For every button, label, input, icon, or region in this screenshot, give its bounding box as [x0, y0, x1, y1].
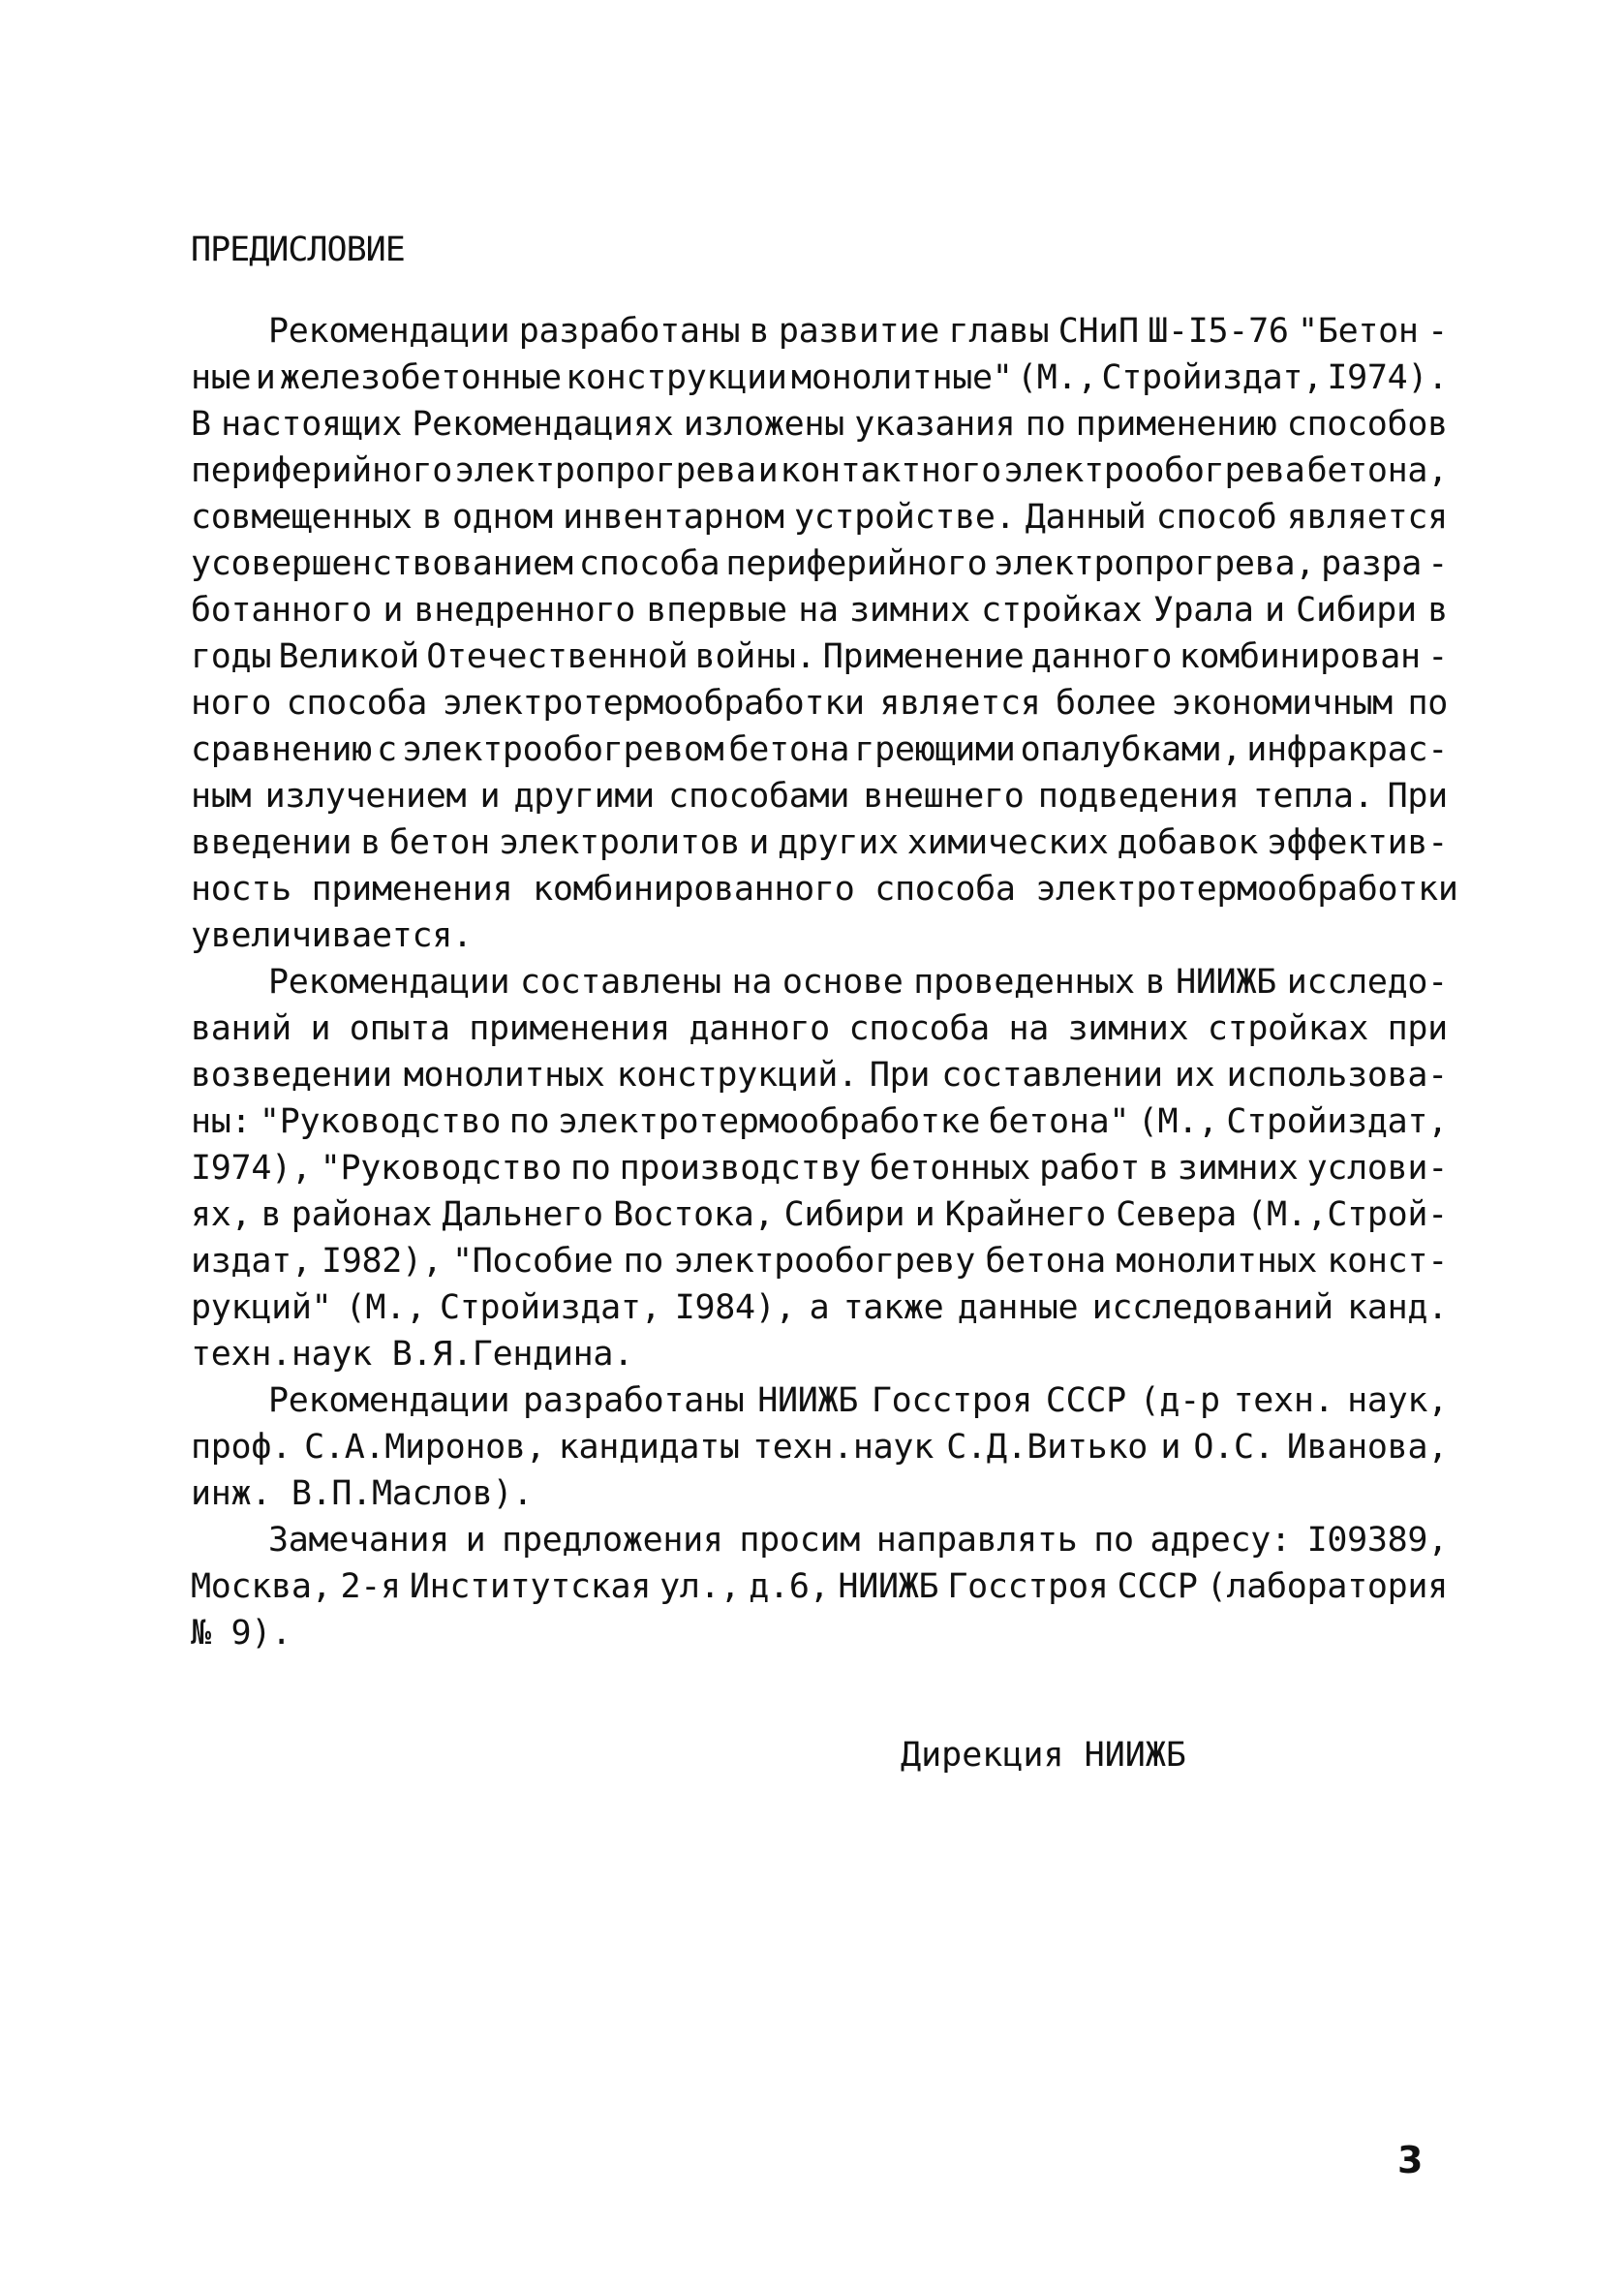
- text-word: рукций": [191, 1288, 332, 1327]
- text-word: (лаборатория: [1206, 1567, 1448, 1606]
- text-word: Дальнего: [442, 1195, 603, 1234]
- text-word: изложены: [683, 405, 844, 444]
- text-word: их: [1174, 1056, 1215, 1095]
- text-word: предложения: [502, 1521, 723, 1560]
- text-word: в: [360, 823, 382, 862]
- text-word: стройках: [981, 591, 1143, 630]
- text-line: [191, 1052, 1448, 1098]
- text-word: возведении: [191, 1056, 392, 1095]
- text-word: ул.,: [659, 1567, 741, 1606]
- text-word: техн.наук: [752, 1428, 934, 1467]
- text-line: [191, 726, 1448, 773]
- text-word: бетонных: [869, 1149, 1031, 1188]
- text-word: усовершенствованием: [191, 544, 573, 583]
- text-word: электролитов: [498, 823, 741, 862]
- text-word: проведенных: [913, 963, 1135, 1002]
- text-line: [191, 587, 1448, 634]
- text-word: При: [1387, 777, 1448, 816]
- text-word: указания: [854, 405, 1016, 444]
- text-word: более: [1056, 684, 1156, 723]
- text-word: Стройиздат,: [1226, 1102, 1448, 1141]
- text-word: ны:: [191, 1102, 252, 1141]
- text-word: ного: [191, 684, 272, 723]
- text-line: [191, 355, 1448, 401]
- text-word: ваний: [191, 1009, 291, 1048]
- text-line: [191, 773, 1448, 819]
- text-word: наук,: [1347, 1381, 1448, 1420]
- text-word: Институтская: [409, 1567, 652, 1606]
- text-word: электропрогрева: [454, 451, 756, 490]
- text-word: "Руководство: [259, 1102, 502, 1141]
- text-word: Крайнего: [944, 1195, 1106, 1234]
- text-word: по: [623, 1242, 664, 1281]
- text-word: данного: [689, 1009, 830, 1048]
- text-word: СССР: [1117, 1567, 1198, 1606]
- text-word: добавок: [1117, 823, 1258, 862]
- text-word: эффектив-: [1267, 823, 1448, 862]
- text-word: разра: [1321, 544, 1423, 583]
- text-word: и: [1265, 591, 1285, 630]
- text-word: бетона": [988, 1102, 1130, 1141]
- text-word: по: [508, 1102, 550, 1141]
- text-word: В: [191, 405, 211, 444]
- text-word: составлении: [941, 1056, 1163, 1095]
- text-word: инвентарном: [563, 498, 784, 537]
- text-word: д.6,: [749, 1567, 830, 1606]
- text-line: [268, 308, 1448, 355]
- text-word: способа: [848, 1009, 990, 1048]
- text-word: конструкций.: [616, 1056, 858, 1095]
- text-word: одном: [451, 498, 553, 537]
- text-word: в: [749, 312, 770, 351]
- text-word: является: [879, 684, 1041, 723]
- text-word: введении: [191, 823, 352, 862]
- text-word: Рекомендации: [268, 312, 510, 351]
- text-word: и: [1160, 1428, 1181, 1467]
- text-word: районах: [291, 1195, 433, 1234]
- text-word: при: [1387, 1009, 1448, 1048]
- text-word: в: [1145, 963, 1166, 1002]
- text-word: направлять: [875, 1521, 1078, 1560]
- text-word: в: [1427, 591, 1448, 630]
- text-word: и: [757, 451, 779, 490]
- text-word: настоящих: [221, 405, 403, 444]
- text-word: Ш-I5-76: [1148, 312, 1289, 351]
- text-word: экономичным: [1171, 684, 1393, 723]
- text-word: "Пособие: [451, 1242, 614, 1281]
- text-line: [191, 448, 1448, 494]
- text-word: Рекомендации: [268, 963, 510, 1002]
- text-word: зимних: [849, 591, 970, 630]
- text-word: а: [809, 1288, 830, 1327]
- text-word: I09389,: [1306, 1521, 1448, 1560]
- text-word: и: [914, 1195, 935, 1234]
- text-line: [191, 1145, 1448, 1191]
- text-line: [191, 1098, 1448, 1145]
- text-line: [191, 1563, 1448, 1610]
- text-line: [191, 541, 1448, 587]
- text-word: совмещенных: [191, 498, 413, 537]
- text-word: годы: [191, 637, 272, 676]
- text-word: СССР: [1045, 1381, 1126, 1420]
- text-word: и: [255, 358, 276, 397]
- text-word: электропрогрева,: [993, 544, 1315, 583]
- text-word: Применение: [822, 637, 1025, 676]
- text-word: При: [869, 1056, 931, 1095]
- text-word: Москва,: [191, 1567, 332, 1606]
- text-word: устройстве.: [793, 498, 1016, 537]
- text-word: составлены: [520, 963, 721, 1002]
- text-word: периферийного: [191, 451, 453, 490]
- page-title: ПРЕДИСЛОВИЕ: [191, 231, 405, 269]
- text-word: С.А.Миронов,: [304, 1428, 546, 1467]
- text-word: данные: [957, 1288, 1079, 1327]
- text-word: бетона: [728, 730, 850, 769]
- text-word: электрообогрева: [1002, 451, 1305, 490]
- text-word: применения: [469, 1009, 670, 1048]
- text-line: инж. В.П.Маслов).: [191, 1474, 534, 1513]
- text-word: адресу:: [1149, 1521, 1291, 1560]
- text-word: внедренного: [414, 591, 636, 630]
- text-word: ботанного: [191, 591, 372, 630]
- text-word: Великой: [278, 637, 419, 676]
- text-word: исследований: [1091, 1288, 1333, 1327]
- text-line: [268, 959, 1448, 1005]
- text-word: способ: [1155, 498, 1277, 537]
- text-word: по: [1093, 1521, 1134, 1560]
- text-line: ность применения комбинированного способа электротермообработки: [191, 870, 1458, 909]
- text-word: других: [778, 823, 899, 862]
- text-line: [191, 1238, 1448, 1284]
- text-word: Сибири: [1296, 591, 1417, 630]
- text-word: на: [798, 591, 839, 630]
- text-word: является: [1286, 498, 1448, 537]
- text-word: I982),: [321, 1242, 443, 1281]
- text-word: с: [377, 730, 397, 769]
- text-word: впервые: [646, 591, 787, 630]
- text-word: (М.,: [345, 1288, 426, 1327]
- text-word: СНиП: [1057, 312, 1139, 351]
- text-word: Отечественной: [426, 637, 689, 676]
- text-word: опыта: [349, 1009, 450, 1048]
- text-word: данного: [1030, 637, 1173, 676]
- text-word: Рекомендациях: [412, 405, 674, 444]
- text-word: железобетонные: [279, 358, 562, 397]
- text-word: в: [421, 498, 443, 537]
- text-word: по: [570, 1149, 611, 1188]
- text-word: канд.: [1347, 1288, 1448, 1327]
- text-line: [191, 494, 1448, 541]
- text-word: "Руководство: [320, 1149, 562, 1188]
- text-word: основе: [781, 963, 904, 1002]
- text-word: просим: [739, 1521, 861, 1560]
- text-line: [191, 1424, 1448, 1470]
- text-word: "Бетон: [1298, 312, 1419, 351]
- page-number: 3: [1397, 2139, 1424, 2181]
- text-word: НИИЖБ: [757, 1381, 859, 1420]
- text-word: электротермообработке: [557, 1102, 981, 1141]
- text-word: бетон: [389, 823, 490, 862]
- signature: Дирекция НИИЖБ: [901, 1736, 1187, 1775]
- text-word: Стройиздат,: [439, 1288, 661, 1327]
- text-word: исследо-: [1286, 963, 1448, 1002]
- text-word: техн.: [1233, 1381, 1334, 1420]
- text-word: бетона,: [1306, 451, 1448, 490]
- text-word: -: [1427, 312, 1448, 351]
- text-word: стройках: [1207, 1009, 1369, 1048]
- text-word: по: [1407, 684, 1448, 723]
- text-line: [191, 1284, 1448, 1331]
- text-word: способов: [1286, 405, 1448, 444]
- text-line: [191, 1191, 1448, 1238]
- text-word: Данный: [1025, 498, 1147, 537]
- text-word: использова-: [1226, 1056, 1448, 1095]
- text-word: Сибири: [783, 1195, 905, 1234]
- text-line: техн.наук В.Я.Гендина.: [191, 1335, 633, 1374]
- text-word: способами: [668, 777, 850, 816]
- text-word: также: [843, 1288, 944, 1327]
- text-line: [191, 634, 1448, 680]
- text-line: № 9).: [191, 1614, 291, 1653]
- text-word: производству: [619, 1149, 861, 1188]
- text-word: Севера: [1116, 1195, 1237, 1234]
- text-word: О.С.: [1193, 1428, 1274, 1467]
- text-word: работ: [1039, 1149, 1140, 1188]
- text-word: Рекомендации: [268, 1381, 510, 1420]
- text-word: ным: [191, 777, 252, 816]
- text-word: периферийного: [725, 544, 988, 583]
- text-line: [191, 1005, 1448, 1052]
- text-word: войны.: [694, 637, 816, 676]
- text-word: зимних: [1067, 1009, 1189, 1048]
- text-word: химических: [906, 823, 1109, 862]
- text-word: электрообогреву: [673, 1242, 975, 1281]
- text-word: -: [1427, 544, 1448, 583]
- text-word: I974).: [1327, 358, 1448, 397]
- text-word: 2-я: [340, 1567, 401, 1606]
- text-word: контактного: [780, 451, 1001, 490]
- text-word: в: [1149, 1149, 1169, 1188]
- text-word: (М.,: [1016, 358, 1098, 397]
- text-word: монолитных: [1116, 1242, 1318, 1281]
- text-word: Урала: [1152, 591, 1254, 630]
- text-word: греющими: [854, 730, 1016, 769]
- text-word: развитие: [778, 312, 939, 351]
- text-word: излучением: [264, 777, 467, 816]
- text-word: и: [479, 777, 501, 816]
- text-word: внешнего: [863, 777, 1025, 816]
- text-line: [268, 1517, 1448, 1563]
- text-word: подведения: [1037, 777, 1240, 816]
- text-word: НИИЖБ: [838, 1567, 939, 1606]
- text-word: разработаны: [518, 312, 741, 351]
- text-word: комбинирован: [1179, 637, 1421, 676]
- text-word: по: [1025, 405, 1066, 444]
- text-word: проф.: [191, 1428, 291, 1467]
- text-word: С.Д.Витько: [946, 1428, 1148, 1467]
- text-word: главы: [948, 312, 1050, 351]
- text-word: Стройиздат,: [1101, 358, 1323, 397]
- text-line: увеличивается.: [191, 916, 473, 955]
- text-word: бетона: [985, 1242, 1106, 1281]
- text-word: монолитных: [403, 1056, 605, 1095]
- text-word: (М.,Строй-: [1246, 1195, 1448, 1234]
- text-word: разработаны: [523, 1381, 745, 1420]
- text-word: кандидаты: [558, 1428, 740, 1467]
- text-word: электротермообработки: [442, 684, 865, 723]
- text-line: [268, 1377, 1448, 1424]
- text-word: конст-: [1327, 1242, 1448, 1281]
- text-line: [191, 680, 1448, 726]
- text-word: и: [310, 1009, 331, 1048]
- text-word: и: [383, 591, 404, 630]
- text-word: и: [749, 823, 770, 862]
- text-word: и: [465, 1521, 486, 1560]
- text-word: (М.,: [1137, 1102, 1218, 1141]
- text-word: опалубками,: [1020, 730, 1242, 769]
- text-word: (д-р: [1139, 1381, 1220, 1420]
- text-word: Госстроя: [871, 1381, 1033, 1420]
- text-word: зимних: [1177, 1149, 1299, 1188]
- text-word: I974),: [191, 1149, 312, 1188]
- text-word: Госстроя: [947, 1567, 1109, 1606]
- text-word: на: [731, 963, 773, 1002]
- text-line: [191, 401, 1448, 448]
- text-word: конструкции: [566, 358, 787, 397]
- text-word: сравнению: [191, 730, 372, 769]
- text-word: способа: [578, 544, 720, 583]
- text-word: -: [1427, 637, 1448, 676]
- text-word: другими: [513, 777, 655, 816]
- text-word: ях,: [191, 1195, 252, 1234]
- text-word: услови-: [1306, 1149, 1448, 1188]
- text-line: [191, 819, 1448, 866]
- text-word: тепла.: [1252, 777, 1374, 816]
- text-word: применению: [1075, 405, 1277, 444]
- text-word: инфракрас-: [1246, 730, 1448, 769]
- text-word: в: [260, 1195, 282, 1234]
- text-word: Замечания: [268, 1521, 449, 1560]
- text-word: электрообогревом: [402, 730, 724, 769]
- text-word: способа: [286, 684, 428, 723]
- text-word: издат,: [191, 1242, 312, 1281]
- text-word: I984),: [674, 1288, 796, 1327]
- text-word: на: [1008, 1009, 1050, 1048]
- text-word: Востока,: [613, 1195, 775, 1234]
- text-word: ные: [191, 358, 252, 397]
- text-word: Иванова,: [1286, 1428, 1448, 1467]
- text-word: НИИЖБ: [1176, 963, 1276, 1002]
- text-word: монолитные": [791, 358, 1013, 397]
